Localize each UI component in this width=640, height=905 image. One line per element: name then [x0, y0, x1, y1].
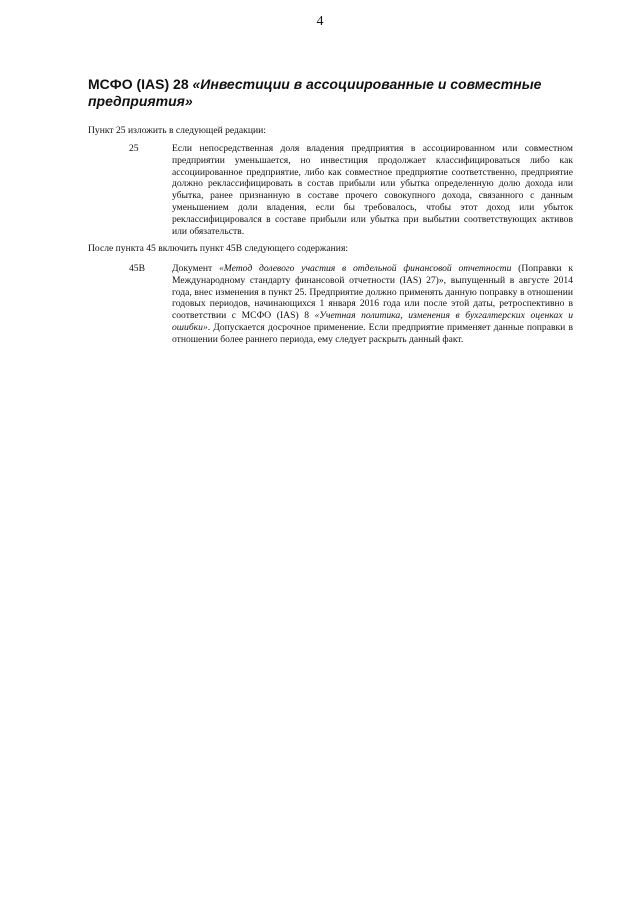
text-segment: Документ: [172, 263, 219, 274]
paragraph-number: 25: [129, 143, 139, 154]
amendment-intro-25: Пункт 25 изложить в следующей редакции:: [88, 125, 266, 136]
standard-title-italic: «Учетная политика, изменения в бухгалтерских оценках и ошибки»: [172, 310, 573, 333]
heading-standard: МСФО (IAS) 28: [88, 76, 193, 92]
heading-title: «Инвестиции в ассоциированные и совместные предприятия»: [88, 76, 542, 109]
text-segment: (Поправки к Международному стандарту финансовой отчетности (IAS) 27)», выпущенный в августе 2014 года, внес изменения в пункт 25. Предприятие должно применять данную поправку в отношении годовых периодов, начинающихся 1 января 2016 года или после этой даты, ретроспективно в соответствии с МСФО (IAS) 8: [172, 263, 573, 322]
amendment-intro-45b: После пункта 45 включить пункт 45B следующего содержания:: [88, 243, 349, 254]
paragraph-text: [172, 263, 573, 346]
section-heading: [88, 76, 588, 110]
page-number: 4: [316, 14, 324, 29]
paragraph-text: Если непосредственная доля владения предприятия в ассоциированном или совместном предприятии уменьшается, но инвестиция продолжает классифицироваться либо как ассоциированное предприятие, либо как совместное предприятие соответственно, предприятие должно реклассифицировать в состав прибыли или убытка определенную долю дохода или убытка, ранее признанную в составе прочего совокупного дохода, связанного с данным уменьшением доли владения, если бы требовалось, чтобы этот доход или убыток реклассифицировался в составе прибыли или убытка при выбытии соответствующих активов или обязательств.: [172, 143, 573, 237]
paragraph-number: 45B: [129, 263, 145, 274]
document-title-italic: «Метод долевого участия в отдельной финансовой отчетности: [218, 263, 512, 274]
text-segment: . Допускается досрочное применение. Если предприятие применяет данные поправки в отношении более раннего периода, ему следует раскрыть данный факт.: [172, 321, 573, 345]
